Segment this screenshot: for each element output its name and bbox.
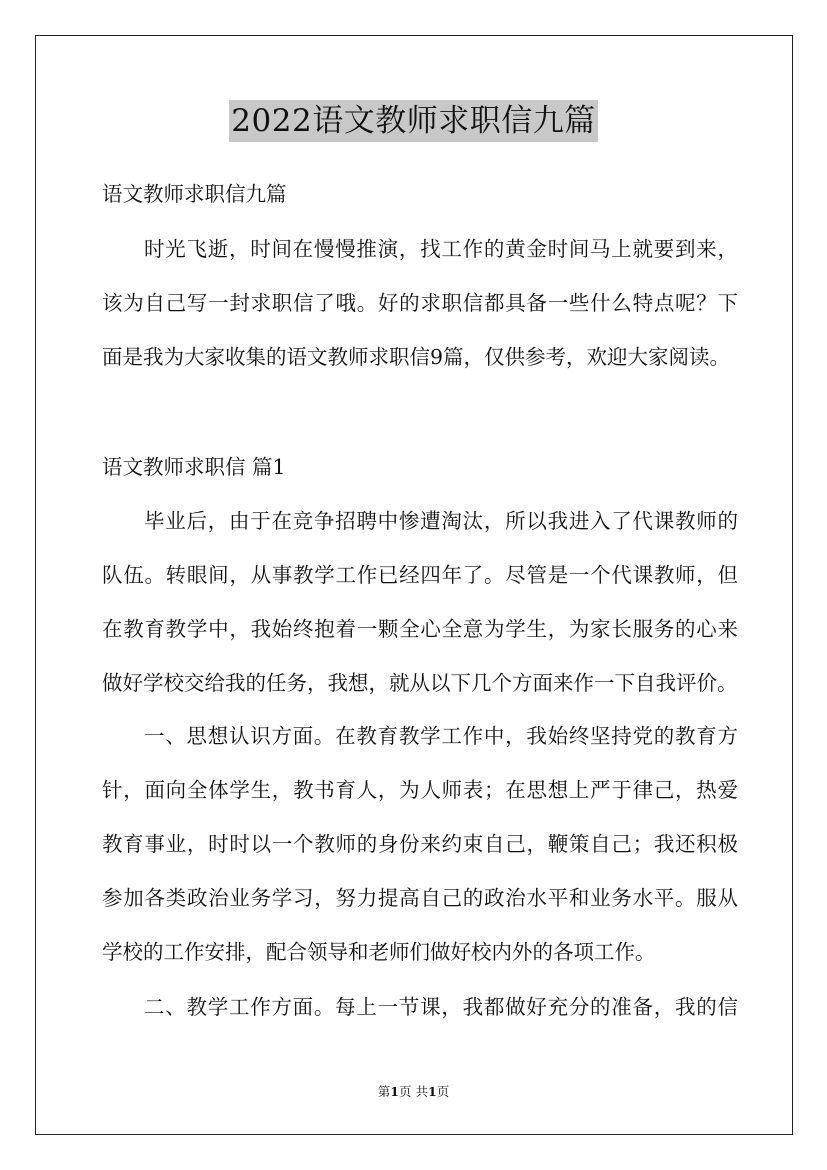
paragraph-line: 队伍。转眼间，从事教学工作已经四年了。尽管是一个代课教师，但 xyxy=(102,563,738,587)
footer-mid: 页 共 xyxy=(399,1084,428,1099)
footer-prefix: 第 xyxy=(377,1084,391,1099)
page-footer xyxy=(0,1083,827,1101)
title-container xyxy=(0,100,827,142)
paragraph-line: 针，面向全体学生，教书育人，为人师表；在思想上严于律己，热爱 xyxy=(102,778,738,802)
intro-line: 该为自己写一封求职信了哦。好的求职信都具备一些什么特点呢？下 xyxy=(102,291,738,315)
intro-line: 面是我为大家收集的语文教师求职信9篇，仅供参考，欢迎大家阅读。 xyxy=(102,345,731,369)
subtitle: 语文教师求职信九篇 xyxy=(102,182,287,206)
footer-page-total: 1 xyxy=(427,1084,437,1099)
paragraph-line: 在教育教学中，我始终抱着一颗全心全意为学生，为家长服务的心来 xyxy=(102,617,738,641)
intro-line: 时光飞逝，时间在慢慢推演，找工作的黄金时间马上就要到来， xyxy=(144,237,738,261)
paragraph-line: 一、思想认识方面。在教育教学工作中，我始终坚持党的教育方 xyxy=(144,724,738,748)
section-heading: 语文教师求职信 篇1 xyxy=(102,455,286,479)
paragraph-line: 教育事业，时时以一个教师的身份来约束自己，鞭策自己；我还积极 xyxy=(102,832,738,856)
document-title: 2022语文教师求职信九篇 xyxy=(229,100,597,142)
paragraph-line: 参加各类政治业务学习，努力提高自己的政治水平和业务水平。服从 xyxy=(102,886,738,910)
paragraph-line: 做好学校交给我的任务，我想，就从以下几个方面来作一下自我评价。 xyxy=(102,671,738,695)
paragraph-line: 毕业后，由于在竞争招聘中惨遭淘汰，所以我进入了代课教师的 xyxy=(144,509,738,533)
paragraph-line: 学校的工作安排，配合领导和老师们做好校内外的各项工作。 xyxy=(102,940,656,964)
paragraph-line: 二、教学工作方面。每上一节课，我都做好充分的准备，我的信 xyxy=(144,995,738,1019)
footer-page-number: 1 xyxy=(390,1084,399,1099)
footer-suffix: 页 xyxy=(436,1084,450,1099)
